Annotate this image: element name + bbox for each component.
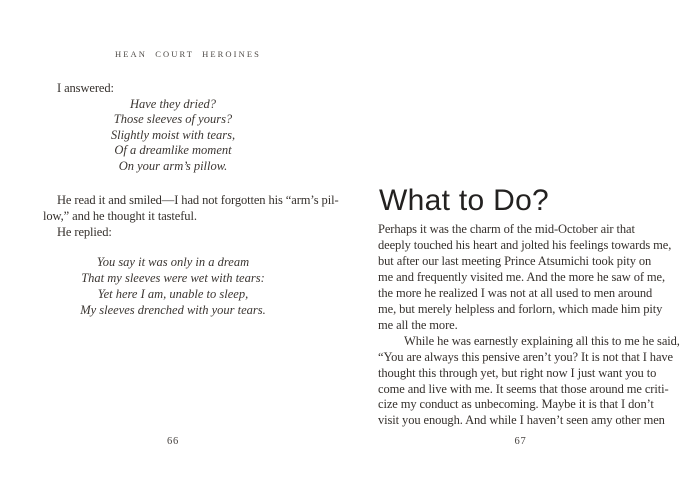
text-line: That my sleeves were wet with tears: <box>81 271 265 285</box>
text-line: visit you enough. And while I haven’t seen amy other men <box>378 413 665 428</box>
chapter-body-paragraphs <box>378 222 680 429</box>
text-line: thought this through yet, but right now I just want you to <box>378 365 657 380</box>
narrative-paragraph <box>43 192 343 240</box>
answer-intro-paragraph <box>43 80 343 96</box>
text-line: He replied: <box>57 225 112 240</box>
text-line: Yet here I am, unable to sleep, <box>97 287 249 301</box>
poem-first <box>43 97 303 174</box>
text-line: Slightly moist with tears, <box>110 127 236 142</box>
text-line: While he was earnestly explaining all this to me he said, <box>404 333 680 348</box>
text-line: “You are always this pensive aren’t you? It is not that I have <box>378 349 674 364</box>
page-number-right: 67 <box>514 436 527 447</box>
text-line: cize my conduct as unbecoming. Maybe it is that I don’t <box>378 397 654 412</box>
text-line: me and frequently visited me. And the more he saw of me, <box>378 269 666 284</box>
text-line: Have they dried? <box>129 97 217 111</box>
poem-second <box>43 254 303 318</box>
text-line: He read it and smiled—I had not forgotten his “arm’s pil- <box>57 193 339 207</box>
text-line: low,” and he thought it tasteful. <box>43 209 197 224</box>
text-line: come and live with me. It seems that those around me criti- <box>378 381 669 396</box>
text-line: Those sleeves of yours? <box>113 112 233 127</box>
running-head: HEAN COURT HEROINES <box>115 49 261 59</box>
text-line: me all the more. <box>378 317 458 332</box>
text-line: I answered: <box>57 81 114 95</box>
text-line: but after our last meeting Prince Atsumichi took pity on <box>378 253 652 268</box>
text-line: You say it was only in a dream <box>96 255 250 269</box>
text-line: the more he realized I was not at all used to men around <box>378 285 653 300</box>
page-number-left: 66 <box>166 436 180 447</box>
chapter-heading: What to Do? <box>379 184 550 217</box>
text-line: My sleeves drenched with your tears. <box>80 303 266 317</box>
text-line: me, but merely helpless and forlorn, which made him pity <box>378 301 663 316</box>
text-line: On your arm’s pillow. <box>118 158 228 173</box>
text-line: Of a dreamlike moment <box>114 143 232 158</box>
text-line: Perhaps it was the charm of the mid-October air that <box>378 222 635 236</box>
text-line: deeply touched his heart and jolted his feelings towards me, <box>378 237 672 252</box>
